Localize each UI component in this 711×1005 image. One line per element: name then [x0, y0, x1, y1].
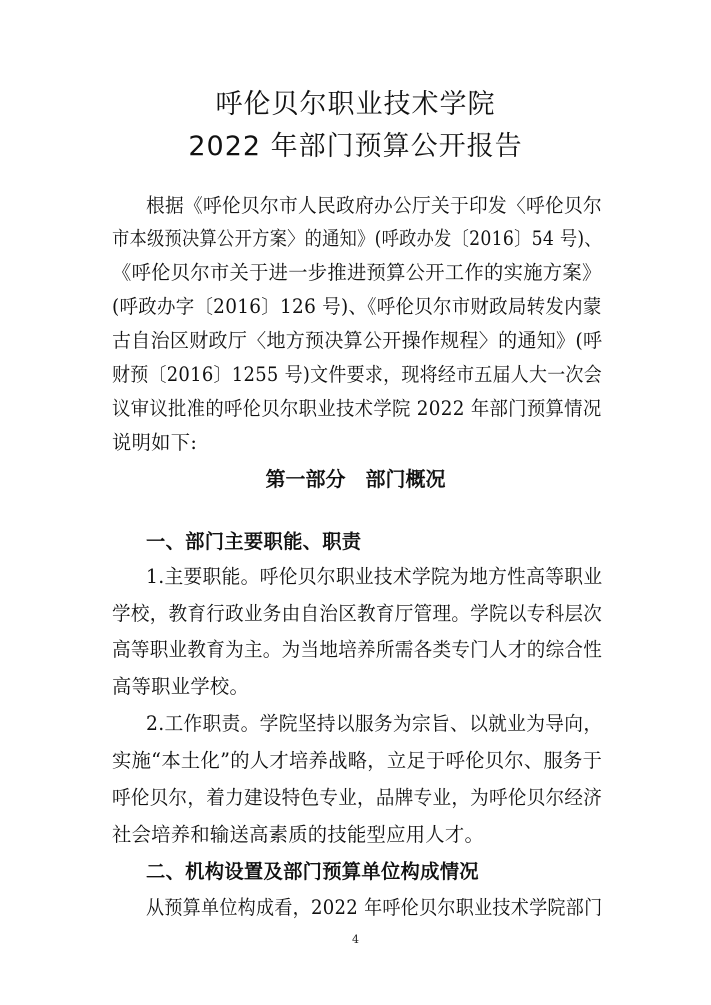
intro-line: 《呼伦贝尔市关于进一步推进预算公开工作的实施方案》 [112, 261, 602, 284]
item2-line: 实施“本土化”的人才培养战略，立足于呼伦贝尔、服务于 [112, 749, 603, 772]
document-title-line2: 2022 年部门预算公开报告 [188, 131, 523, 162]
item2-line: 2.工作职责。学院坚持以服务为宗旨、以就业为导向， [146, 712, 603, 735]
section2-line: 从预算单位构成看，2022 年呼伦贝尔职业技术学院部门 [146, 896, 603, 919]
intro-line: 根据《呼伦贝尔市人民政府办公厅关于印发〈呼伦贝尔 [146, 194, 602, 217]
page-number: 4 [352, 933, 359, 946]
item1-line: 高等职业学校。 [112, 675, 250, 698]
item1-line: 学校，教育行政业务由自治区教育厅管理。学院以专科层次 [112, 602, 603, 625]
intro-line: 议审议批准的呼伦贝尔职业技术学院 2022 年部门预算情况 [112, 397, 602, 420]
intro-line: 财预〔2016〕1255 号)文件要求，现将经市五届人大一次会 [112, 363, 603, 386]
intro-line: (呼政办字〔2016〕126 号)、《呼伦贝尔市财政局转发内蒙 [112, 295, 602, 318]
item1-line: 1.主要职能。呼伦贝尔职业技术学院为地方性高等职业 [146, 565, 603, 588]
item1-line: 高等职业教育为主。为当地培养所需各类专门人才的综合性 [112, 638, 603, 661]
item2-line: 社会培养和输送高素质的技能型应用人才。 [112, 823, 485, 846]
item2-line: 呼伦贝尔，着力建设特色专业，品牌专业，为呼伦贝尔经济 [112, 786, 603, 809]
document-title-line1: 呼伦贝尔职业技术学院 [215, 89, 496, 120]
part-heading: 第一部分 部门概况 [265, 467, 446, 491]
section1-heading: 一、部门主要职能、职责 [146, 530, 362, 553]
intro-line: 说明如下: [112, 431, 198, 454]
section2-heading: 二、机构设置及部门预算单位构成情况 [146, 860, 479, 883]
intro-line: 古自治区财政厅〈地方预决算公开操作规程〉的通知》(呼 [112, 329, 603, 352]
intro-line: 市本级预决算公开方案〉的通知》(呼政办发〔2016〕54 号)、 [112, 227, 602, 250]
